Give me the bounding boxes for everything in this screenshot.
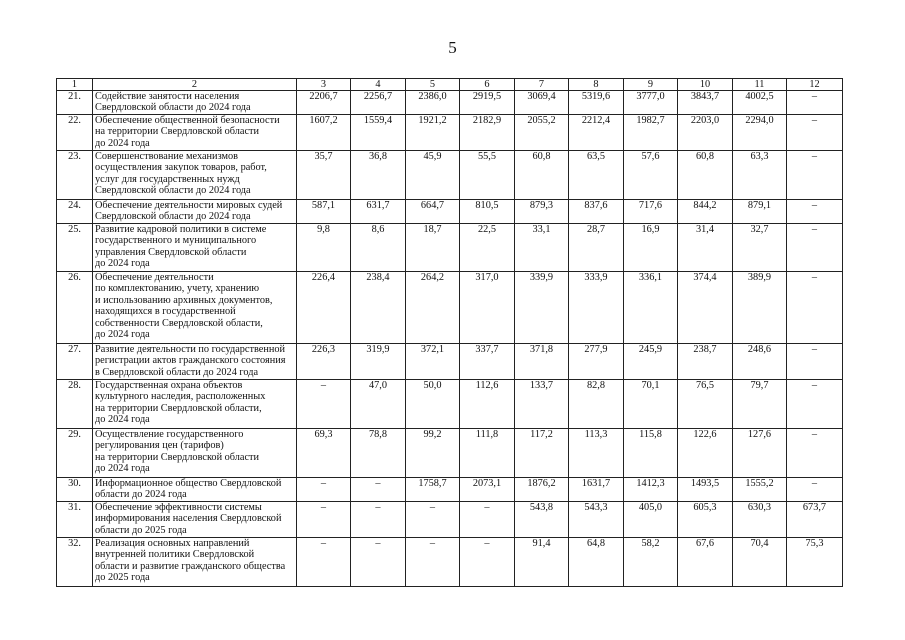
- value-cell-col-3: –: [297, 502, 351, 538]
- value-cell-col-12: –: [787, 478, 843, 502]
- row-number: 26.: [57, 272, 93, 344]
- row-number: 29.: [57, 429, 93, 478]
- program-name-line: области до 2025 года: [95, 524, 187, 536]
- value-cell-col-10: 3843,7: [678, 91, 733, 115]
- value-cell-col-3: 1607,2: [297, 115, 351, 151]
- value-cell-col-8: 64,8: [569, 538, 624, 587]
- value-cell-col-12: –: [787, 115, 843, 151]
- value-cell-col-4: 47,0: [351, 380, 406, 429]
- column-header-4: 4: [351, 79, 406, 91]
- value-cell-col-7: 60,8: [515, 151, 569, 200]
- value-cell-col-5: 99,2: [406, 429, 460, 478]
- value-cell-col-11: 2294,0: [733, 115, 787, 151]
- column-header-8: 8: [569, 79, 624, 91]
- value-cell-col-6: 337,7: [460, 344, 515, 380]
- column-header-12: 12: [787, 79, 843, 91]
- value-cell-col-11: 389,9: [733, 272, 787, 344]
- row-number: 27.: [57, 344, 93, 380]
- row-number: 30.: [57, 478, 93, 502]
- program-name-line: на территории Свердловской области: [95, 126, 260, 138]
- value-cell-col-10: 844,2: [678, 200, 733, 224]
- value-cell-col-12: –: [787, 272, 843, 344]
- value-cell-col-8: 333,9: [569, 272, 624, 344]
- value-cell-col-12: 75,3: [787, 538, 843, 587]
- value-cell-col-4: –: [351, 538, 406, 587]
- value-cell-col-10: 2203,0: [678, 115, 733, 151]
- value-cell-col-5: 1921,2: [406, 115, 460, 151]
- value-cell-col-12: –: [787, 91, 843, 115]
- value-cell-col-3: 9,8: [297, 224, 351, 272]
- table-row: [57, 151, 843, 200]
- program-name: [93, 151, 297, 200]
- value-cell-col-11: 4002,5: [733, 91, 787, 115]
- value-cell-col-8: 2212,4: [569, 115, 624, 151]
- program-name-line: собственности Свердловской области,: [95, 317, 263, 329]
- value-cell-col-6: –: [460, 502, 515, 538]
- value-cell-col-6: 2919,5: [460, 91, 515, 115]
- value-cell-col-9: 245,9: [624, 344, 678, 380]
- table-row: [57, 115, 843, 151]
- page-number: 5: [448, 38, 457, 57]
- program-name-line: Обеспечение деятельности: [95, 272, 214, 283]
- value-cell-col-9: 1982,7: [624, 115, 678, 151]
- program-name-line: культурного наследия, расположенных: [95, 391, 266, 403]
- value-cell-col-9: 336,1: [624, 272, 678, 344]
- value-cell-col-8: 63,5: [569, 151, 624, 200]
- budget-table: [56, 78, 843, 587]
- value-cell-col-11: 879,1: [733, 200, 787, 224]
- program-name-line: государственного и муниципального: [95, 235, 257, 247]
- program-name-line: Свердловской области до 2024 года: [95, 185, 251, 197]
- value-cell-col-7: 879,3: [515, 200, 569, 224]
- program-name: [93, 224, 297, 272]
- program-name-line: Обеспечение общественной безопасности: [95, 115, 280, 126]
- row-number: 23.: [57, 151, 93, 200]
- program-name: [93, 538, 297, 587]
- program-name-line: до 2024 года: [95, 463, 150, 475]
- value-cell-col-7: 339,9: [515, 272, 569, 344]
- value-cell-col-8: 82,8: [569, 380, 624, 429]
- program-name: [93, 91, 297, 115]
- program-name: [93, 380, 297, 429]
- row-number: 21.: [57, 91, 93, 115]
- row-number: 25.: [57, 224, 93, 272]
- program-name-line: Информационное общество Свердловской: [95, 478, 282, 489]
- value-cell-col-8: 1631,7: [569, 478, 624, 502]
- program-name-line: на территории Свердловской области,: [95, 402, 262, 414]
- value-cell-col-4: 2256,7: [351, 91, 406, 115]
- program-name: [93, 272, 297, 344]
- column-header-10: 10: [678, 79, 733, 91]
- program-name-line: области до 2024 года: [95, 489, 187, 501]
- value-cell-col-11: 32,7: [733, 224, 787, 272]
- value-cell-col-12: –: [787, 200, 843, 224]
- value-cell-col-3: –: [297, 478, 351, 502]
- value-cell-col-4: 319,9: [351, 344, 406, 380]
- value-cell-col-7: 3069,4: [515, 91, 569, 115]
- column-header-9: 9: [624, 79, 678, 91]
- value-cell-col-7: 33,1: [515, 224, 569, 272]
- value-cell-col-5: 45,9: [406, 151, 460, 200]
- value-cell-col-5: 2386,0: [406, 91, 460, 115]
- program-name-line: Содействие занятости населения: [95, 91, 240, 102]
- program-name-line: Свердловской области до 2024 года: [95, 211, 251, 223]
- column-header-3: 3: [297, 79, 351, 91]
- program-name-line: Реализация основных направлений: [95, 538, 250, 549]
- program-name-line: услуг для государственных нужд: [95, 173, 240, 185]
- value-cell-col-4: 238,4: [351, 272, 406, 344]
- program-name: [93, 115, 297, 151]
- value-cell-col-7: 91,4: [515, 538, 569, 587]
- program-name-line: до 2024 года: [95, 137, 150, 149]
- value-cell-col-12: –: [787, 151, 843, 200]
- value-cell-col-8: 543,3: [569, 502, 624, 538]
- value-cell-col-6: 22,5: [460, 224, 515, 272]
- value-cell-col-5: 50,0: [406, 380, 460, 429]
- program-name-line: до 2024 года: [95, 258, 150, 270]
- program-name-line: регистрации актов гражданского состояния: [95, 355, 286, 367]
- value-cell-col-7: 133,7: [515, 380, 569, 429]
- value-cell-col-9: 3777,0: [624, 91, 678, 115]
- program-name-line: до 2024 года: [95, 414, 150, 426]
- value-cell-col-4: –: [351, 478, 406, 502]
- program-name-line: и использованию архивных документов,: [95, 294, 273, 306]
- program-name-line: по комплектованию, учету, хранению: [95, 283, 260, 295]
- value-cell-col-4: 8,6: [351, 224, 406, 272]
- table-row: [57, 224, 843, 272]
- program-name-line: информирования населения Свердловской: [95, 513, 282, 525]
- row-number: 31.: [57, 502, 93, 538]
- value-cell-col-11: 63,3: [733, 151, 787, 200]
- value-cell-col-5: 1758,7: [406, 478, 460, 502]
- value-cell-col-9: 717,6: [624, 200, 678, 224]
- value-cell-col-10: 1493,5: [678, 478, 733, 502]
- value-cell-col-9: 405,0: [624, 502, 678, 538]
- value-cell-col-6: 810,5: [460, 200, 515, 224]
- value-cell-col-8: 277,9: [569, 344, 624, 380]
- value-cell-col-4: 78,8: [351, 429, 406, 478]
- program-name: [93, 502, 297, 538]
- value-cell-col-3: 226,3: [297, 344, 351, 380]
- value-cell-col-3: –: [297, 538, 351, 587]
- program-name-line: до 2024 года: [95, 329, 150, 341]
- value-cell-col-7: 371,8: [515, 344, 569, 380]
- value-cell-col-5: 264,2: [406, 272, 460, 344]
- value-cell-col-9: 58,2: [624, 538, 678, 587]
- value-cell-col-7: 2055,2: [515, 115, 569, 151]
- value-cell-col-10: 122,6: [678, 429, 733, 478]
- column-header-2: 2: [93, 79, 297, 91]
- value-cell-col-11: 630,3: [733, 502, 787, 538]
- value-cell-col-7: 1876,2: [515, 478, 569, 502]
- program-name-line: на территории Свердловской области: [95, 451, 260, 463]
- value-cell-col-11: 127,6: [733, 429, 787, 478]
- value-cell-col-5: –: [406, 502, 460, 538]
- program-name-line: Свердловской области до 2024 года: [95, 102, 251, 114]
- program-name-line: в Свердловской области до 2024 года: [95, 366, 259, 378]
- table-row: [57, 200, 843, 224]
- table-row: [57, 91, 843, 115]
- table-row: [57, 344, 843, 380]
- program-name-line: Развитие кадровой политики в системе: [95, 224, 267, 235]
- value-cell-col-3: 587,1: [297, 200, 351, 224]
- program-name-line: Совершенствование механизмов: [95, 151, 239, 162]
- value-cell-col-6: –: [460, 538, 515, 587]
- value-cell-col-9: 1412,3: [624, 478, 678, 502]
- value-cell-col-5: 664,7: [406, 200, 460, 224]
- program-name: [93, 478, 297, 502]
- column-header-7: 7: [515, 79, 569, 91]
- table-row: [57, 429, 843, 478]
- value-cell-col-9: 57,6: [624, 151, 678, 200]
- table-row: [57, 380, 843, 429]
- value-cell-col-10: 374,4: [678, 272, 733, 344]
- program-name: [93, 344, 297, 380]
- program-name-line: Осуществление государственного: [95, 429, 244, 440]
- column-header-5: 5: [406, 79, 460, 91]
- value-cell-col-4: –: [351, 502, 406, 538]
- value-cell-col-11: 79,7: [733, 380, 787, 429]
- value-cell-col-11: 70,4: [733, 538, 787, 587]
- column-header-11: 11: [733, 79, 787, 91]
- table-body: [57, 79, 843, 587]
- program-name-line: регулирования цен (тарифов): [95, 440, 224, 452]
- column-header-1: 1: [57, 79, 93, 91]
- program-name-line: осуществления закупок товаров, работ,: [95, 162, 267, 174]
- row-number: 28.: [57, 380, 93, 429]
- value-cell-col-12: –: [787, 344, 843, 380]
- value-cell-col-10: 238,7: [678, 344, 733, 380]
- value-cell-col-6: 112,6: [460, 380, 515, 429]
- program-name-line: области и развитие гражданского общества: [95, 560, 286, 572]
- value-cell-col-4: 631,7: [351, 200, 406, 224]
- value-cell-col-5: –: [406, 538, 460, 587]
- row-number: 24.: [57, 200, 93, 224]
- value-cell-col-3: 226,4: [297, 272, 351, 344]
- value-cell-col-8: 837,6: [569, 200, 624, 224]
- value-cell-col-12: 673,7: [787, 502, 843, 538]
- value-cell-col-9: 16,9: [624, 224, 678, 272]
- program-name: [93, 429, 297, 478]
- value-cell-col-12: –: [787, 224, 843, 272]
- table-row: [57, 538, 843, 587]
- row-number: 32.: [57, 538, 93, 587]
- value-cell-col-8: 5319,6: [569, 91, 624, 115]
- value-cell-col-10: 31,4: [678, 224, 733, 272]
- value-cell-col-8: 113,3: [569, 429, 624, 478]
- value-cell-col-3: 35,7: [297, 151, 351, 200]
- program-name-line: Развитие деятельности по государственной: [95, 344, 286, 355]
- value-cell-col-6: 2182,9: [460, 115, 515, 151]
- table-row: [57, 272, 843, 344]
- value-cell-col-5: 372,1: [406, 344, 460, 380]
- value-cell-col-7: 543,8: [515, 502, 569, 538]
- value-cell-col-6: 2073,1: [460, 478, 515, 502]
- value-cell-col-7: 117,2: [515, 429, 569, 478]
- value-cell-col-10: 60,8: [678, 151, 733, 200]
- value-cell-col-6: 55,5: [460, 151, 515, 200]
- value-cell-col-10: 605,3: [678, 502, 733, 538]
- value-cell-col-10: 67,6: [678, 538, 733, 587]
- program-name-line: до 2025 года: [95, 572, 150, 584]
- value-cell-col-3: 2206,7: [297, 91, 351, 115]
- program-name-line: Государственная охрана объектов: [95, 380, 243, 391]
- value-cell-col-5: 18,7: [406, 224, 460, 272]
- program-name-line: Обеспечение эффективности системы: [95, 502, 262, 513]
- program-name-line: Обеспечение деятельности мировых судей: [95, 200, 283, 211]
- value-cell-col-11: 248,6: [733, 344, 787, 380]
- value-cell-col-4: 1559,4: [351, 115, 406, 151]
- program-name-line: внутренней политики Свердловской: [95, 549, 255, 561]
- program-name-line: управления Свердловской области: [95, 246, 247, 258]
- value-cell-col-12: –: [787, 429, 843, 478]
- program-name-line: находящихся в государственной: [95, 306, 236, 318]
- program-name: [93, 200, 297, 224]
- value-cell-col-11: 1555,2: [733, 478, 787, 502]
- value-cell-col-3: 69,3: [297, 429, 351, 478]
- value-cell-col-9: 70,1: [624, 380, 678, 429]
- value-cell-col-9: 115,8: [624, 429, 678, 478]
- row-number: 22.: [57, 115, 93, 151]
- value-cell-col-10: 76,5: [678, 380, 733, 429]
- table-row: [57, 478, 843, 502]
- header-row: [57, 79, 843, 91]
- value-cell-col-3: –: [297, 380, 351, 429]
- value-cell-col-6: 111,8: [460, 429, 515, 478]
- value-cell-col-4: 36,8: [351, 151, 406, 200]
- value-cell-col-6: 317,0: [460, 272, 515, 344]
- value-cell-col-12: –: [787, 380, 843, 429]
- column-header-6: 6: [460, 79, 515, 91]
- table-row: [57, 502, 843, 538]
- value-cell-col-8: 28,7: [569, 224, 624, 272]
